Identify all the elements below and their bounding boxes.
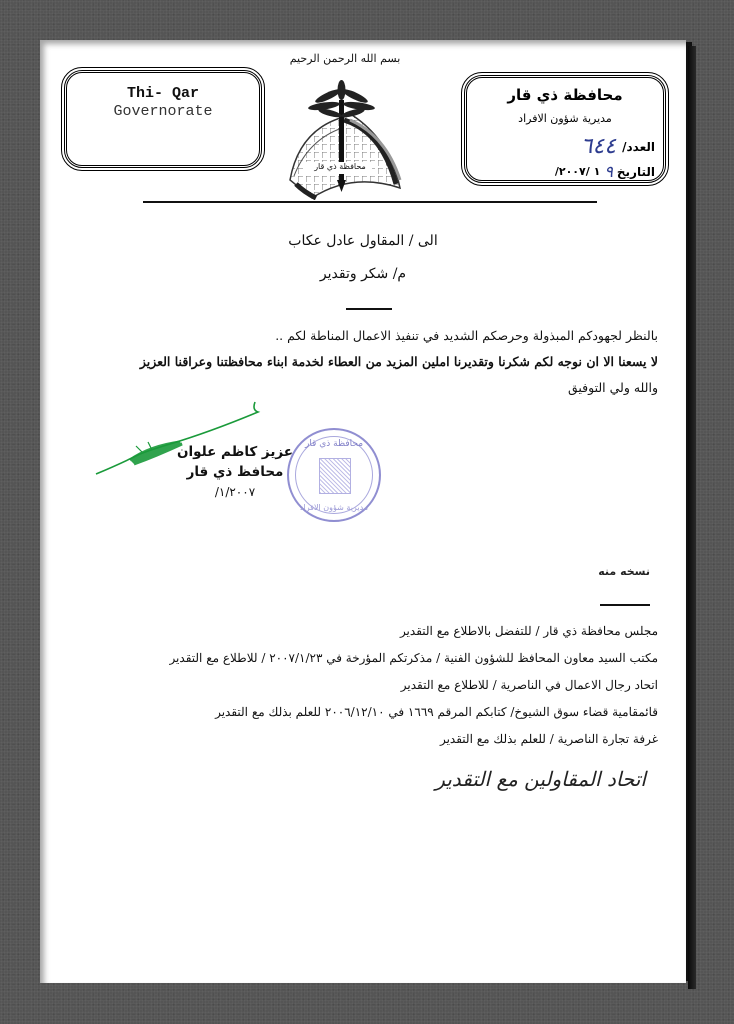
- subject-line: م/ شكر وتقدير: [319, 266, 407, 282]
- body-paragraph: لا يسعنا الا ان نوجه لكم شكرنا وتقديرنا املين المزيد من العطاء لخدمة ابناء محافظتنا وعراقنا العزيز: [139, 354, 658, 369]
- signature-date: /١/٢٠٠٧: [214, 485, 256, 499]
- body-paragraph: بالنظر لجهودكم المبذولة وحرصكم الشديد في تنفيذ الاعمال المناطة لكم ..: [275, 328, 658, 343]
- letter-page: [40, 40, 686, 983]
- copies-divider: [600, 604, 650, 606]
- date-day: ٩: [604, 162, 613, 181]
- signature-block: [160, 442, 310, 502]
- recipient-line: الى / المقاول عادل عكاب: [288, 233, 438, 249]
- date-row: [555, 162, 655, 181]
- copy-recipient: اتحاد رجال الاعمال في الناصرية / للاطلاع مع التقدير: [400, 678, 658, 692]
- arabic-header-box: [464, 75, 666, 183]
- body-closing: والله ولي التوفيق: [567, 380, 658, 395]
- subject-divider: [346, 308, 392, 310]
- english-subtitle: Governorate: [113, 103, 213, 120]
- english-title: Thi- Qar: [126, 85, 199, 102]
- english-header-box: [64, 70, 262, 168]
- copy-recipient: غرفة تجارة الناصرية / للعلم بذلك مع التقدير: [439, 732, 658, 746]
- stamp-text-bottom: مديرية شؤون الافراد: [299, 503, 369, 512]
- copy-recipient: مكتب السيد معاون المحافظ للشؤون الفنية / مذكرتكم المؤرخة في ٢٠٠٧/١/٢٣ / للاطلاع مع التقدير: [169, 651, 658, 665]
- governorate-emblem-icon: [282, 80, 406, 200]
- letter-body: [68, 323, 658, 401]
- signatory-name: عزيز كاظم علوان: [176, 444, 294, 460]
- handwritten-copy-note: اتحاد المقاولين مع التقدير: [435, 767, 646, 791]
- signatory-title: محافظ ذي قار: [186, 464, 284, 480]
- stamp-text-top: محافظة ذي قار: [304, 439, 364, 449]
- arabic-governorate-title: محافظة ذي قار: [507, 86, 623, 104]
- emblem-caption: محافظة ذي قار: [314, 162, 366, 171]
- copy-recipient: مجلس محافظة ذي قار / للتفضل بالاطلاع مع التقدير: [399, 624, 658, 638]
- reference-number: ٦٤٤: [580, 134, 617, 159]
- stamp-eagle-emblem-icon: [319, 458, 351, 494]
- date-month-year: /١ /٢٠٠٧: [554, 165, 601, 178]
- header-divider: [143, 201, 597, 203]
- copies-list: [68, 618, 658, 753]
- number-label: العدد/: [622, 139, 655, 154]
- copy-recipient: قائمقامية قضاء سوق الشيوخ/ كتابكم المرقم ١٦٦٩ في ٢٠٠٦/١٢/١٠ للعلم بذلك مع التقدير: [215, 705, 658, 719]
- date-label: التاريخ: [616, 164, 655, 179]
- department-name: مديرية شؤون الافراد: [518, 112, 612, 125]
- basmala: بسم الله الرحمن الرحيم: [289, 52, 401, 65]
- reference-number-row: [581, 134, 655, 159]
- copies-label: نسخه منه: [598, 565, 650, 578]
